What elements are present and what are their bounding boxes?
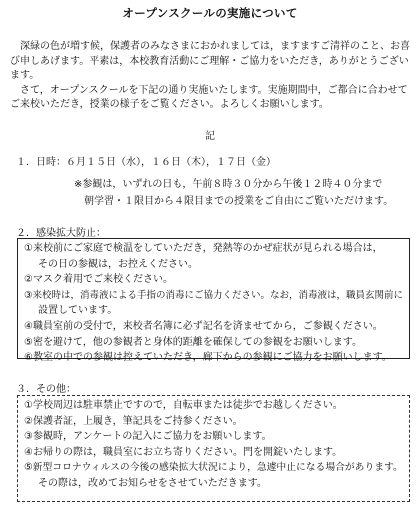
prevention-item-continuation: その日の参観は，お控えください。 (38, 258, 198, 270)
prevention-item (24, 272, 403, 288)
other-heading: ３．その他： (16, 384, 76, 395)
dates-note-line: 朝学習・１限目から４限目までの授業をご自由にご覧いただけます。 (84, 196, 394, 207)
prevention-item (24, 319, 403, 335)
prevention-item-continuation: 設置しています。 (38, 305, 118, 317)
prevention-box (17, 238, 410, 364)
other-item-text: ②保護者証，上履き，筆記具をご持参ください。 (24, 415, 243, 427)
prevention-item-text: ⑥教室の中での参観は控えていただき，廊下からの参観にご協力をお願いします。 (24, 352, 392, 364)
prevention-item-text: ⑤密を避けて，他の参観者と身体的距離を確保しての参観をお願いします。 (24, 336, 362, 348)
other-item-text: ④お帰りの際は，職員室にお立ち寄りください。門を開錠いたします。 (24, 446, 343, 458)
other-item-text: ⑤新型コロナウィルスの今後の感染拡大状況により，急遽中止になる場合があります。 (24, 462, 403, 474)
other-item (24, 429, 403, 445)
document-title: オープンスクールの実施について (122, 6, 298, 20)
prevention-item (24, 241, 403, 272)
ki-heading: 記 (205, 131, 215, 142)
dates-heading: １．日時：６月１５日（水），１６日（木），１７日（金） (16, 157, 276, 168)
prevention-item (24, 335, 403, 351)
other-item (24, 460, 403, 491)
intro-section (10, 40, 412, 113)
prevention-heading: ２．感染拡大防止： (16, 228, 106, 239)
prevention-item-text: ④職員室前の受付で，来校者名簿に必ず記名を済ませてから，ご参観ください。 (24, 320, 383, 332)
prevention-item (24, 350, 403, 366)
other-item-text: ③参観時，アンケートの記入にご協力をお願いします。 (24, 431, 272, 443)
prevention-item (24, 288, 403, 319)
prevention-item-text: ③来校時は，消毒液による手指の消毒にご協力ください。なお，消毒液は，職員玄関前に (24, 289, 404, 301)
prevention-item-text: ①来校前にご家庭で検温をしていただき，発熱等のかぜ症状が見られる場合は， (24, 243, 383, 254)
other-item (24, 398, 403, 414)
prevention-item-text: ②マスク着用でご来校ください。 (24, 274, 173, 286)
dates-note (74, 176, 393, 210)
other-item (24, 414, 403, 430)
other-item-continuation: その際は，改めてお知らせをさせていただきます。 (38, 477, 267, 489)
intro-paragraph: 深緑の色が増す候，保護者のみなさまにおかれましては，ますますご清祥のこと、お喜び申しあげます。平素は，本校教育活動にご理解・ご協力をいただき，ありがとうございます。 (10, 41, 410, 81)
other-item (24, 445, 403, 461)
dates-note-line: ※参観は，いずれの日も，午前８時３０分から午後１２時４０分まで (74, 179, 383, 190)
other-box (17, 395, 410, 502)
other-item-text: ①学校周辺は駐車禁止ですので，自転車または徒歩でお越しください。 (24, 400, 343, 411)
intro-paragraph: さて，オープンスクールを下記の通り実施いたします。実施期間中，ご都合に合わせてご来校いただき，授業の様子をご覧ください。よろしくお願いします。 (10, 84, 408, 110)
